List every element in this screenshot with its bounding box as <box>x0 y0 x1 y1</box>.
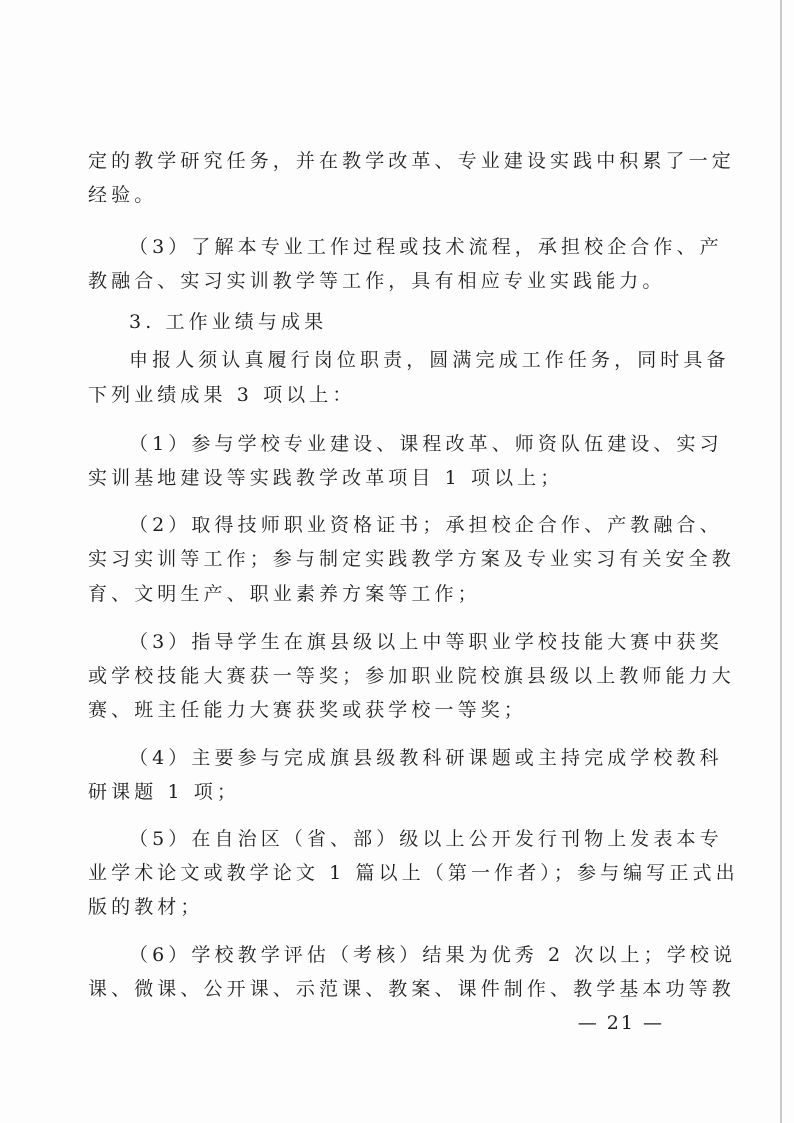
text-line: （1）参与学校专业建设、课程改革、师资队伍建设、实习 <box>129 433 723 455</box>
text-line: 课、微课、公开课、示范课、教案、课件制作、教学基本功等教 <box>88 978 735 1000</box>
text-line: （6）学校教学评估（考核）结果为优秀 2 次以上；学校说 <box>129 944 737 966</box>
text-line: （3）了解本专业工作过程或技术流程，承担校企合作、产 <box>129 236 723 258</box>
text-line: 业学术论文或教学论文 1 篇以上（第一作者）；参与编写正式出 <box>88 862 739 884</box>
text-line: 定的教学研究任务，并在教学改革、专业建设实践中积累了一定 <box>88 150 735 172</box>
text-line: 版的教材； <box>88 896 204 918</box>
text-line: 实习实训等工作；参与制定实践教学方案及专业实习有关安全教 <box>88 548 735 570</box>
section-heading: 3. 工作业绩与成果 <box>129 311 328 333</box>
text-line: 申报人须认真履行岗位职责，圆满完成工作任务，同时具备 <box>129 349 730 371</box>
text-line: 下列业绩成果 3 项以上： <box>88 384 356 406</box>
text-line: （2）取得技师职业资格证书；承担校企合作、产教融合、 <box>129 514 723 536</box>
text-line: 研课题 1 项； <box>88 781 240 803</box>
text-line: （3）指导学生在旗县级以上中等职业学校技能大赛中获奖 <box>129 631 723 653</box>
text-line: 教融合、实习实训教学等工作，具有相应专业实践能力。 <box>88 270 666 292</box>
text-line: 或学校技能大赛获一等奖；参加职业院校旗县级以上教师能力大 <box>88 665 735 687</box>
text-line: 实训基地建设等实践教学改革项目 1 项以上； <box>88 467 564 489</box>
text-line: 赛、班主任能力大赛获奖或获学校一等奖； <box>88 699 527 721</box>
text-line: 经验。 <box>88 184 158 206</box>
text-line: （5）在自治区（省、部）级以上公开发行刊物上发表本专 <box>129 828 723 850</box>
text-line: 育、文明生产、职业素养方案等工作； <box>88 583 481 605</box>
page-number: — 21 — <box>577 1012 664 1034</box>
text-line: （4）主要参与完成旗县级教科研课题或主持完成学校教科 <box>129 747 723 769</box>
page-edge-line <box>780 0 782 1123</box>
